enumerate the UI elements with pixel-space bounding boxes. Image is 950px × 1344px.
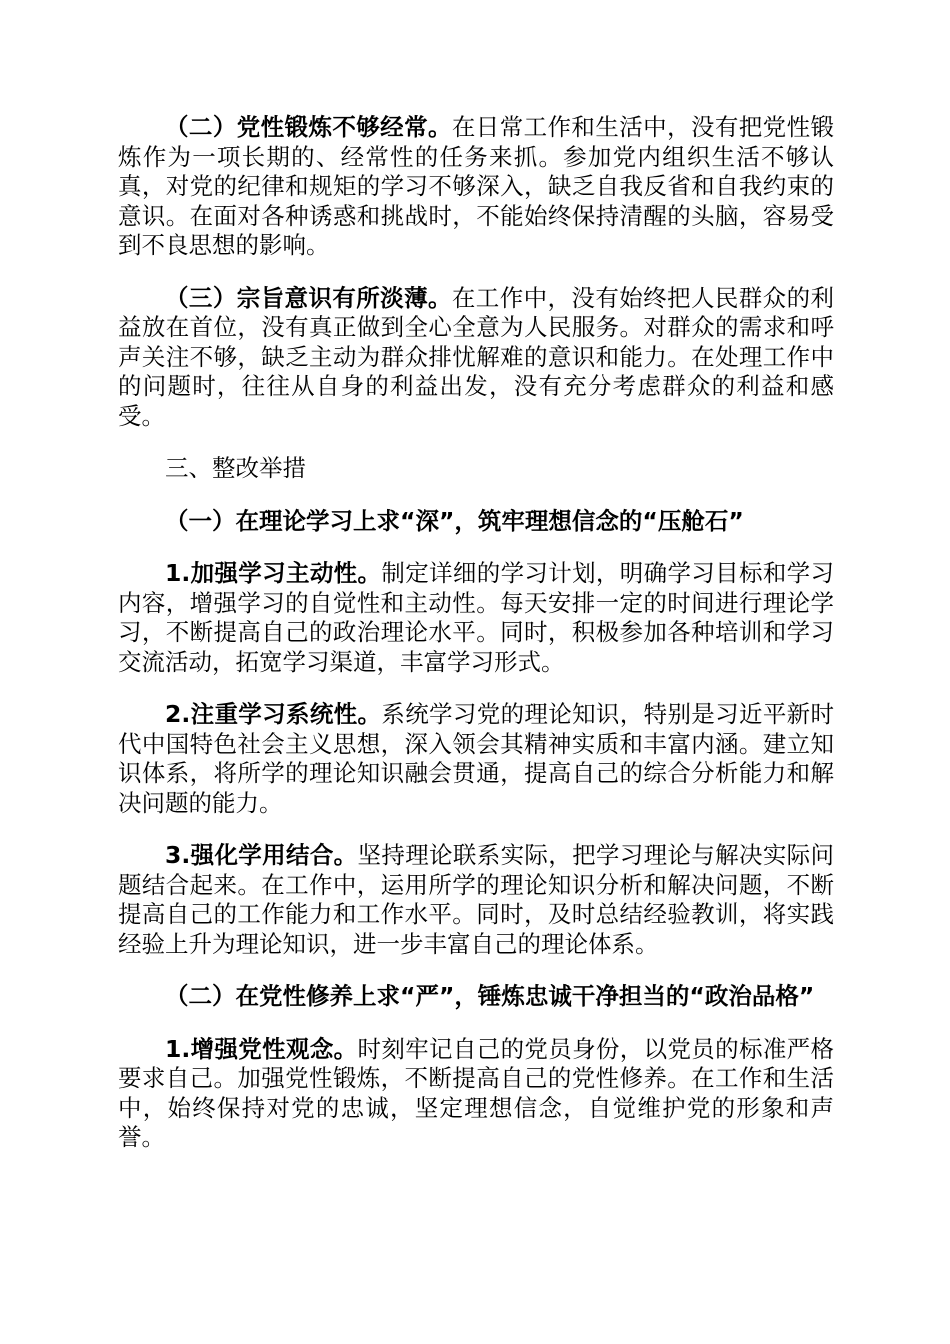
paragraph-body: 在工作中，没有始终把人民群众的利益放在首位，没有真正做到全心全意为人民服务。对群众的需求和呼声关注不够，缺乏主动为群众排忧解难的意识和能力。在处理工作中的问题时，往往从自身的利益出发，没有充分考虑群众的利益和感受。 [118, 283, 835, 430]
item-lead: 1.加强学习主动性。 [165, 559, 382, 587]
item-study-application [118, 841, 834, 959]
subsection-heading-theory: （一）在理论学习上求“深”，筑牢理想信念的“压舱石” [165, 506, 744, 535]
item-lead: 3.强化学用结合。 [165, 841, 358, 869]
item-body: 系统学习党的理论知识，特别是习近平新时代中国特色社会主义思想，深入领会其精神实质和丰富内涵。建立知识体系，将所学的理论知识融会贯通，提高自己的综合分析能力和解决问题的能力。 [118, 700, 835, 817]
subsection-heading-party-spirit: （二）在党性修养上求“严”，锤炼忠诚干净担当的“政治品格” [165, 982, 815, 1010]
item-body: 制定详细的学习计划，明确学习目标和学习内容，增强学习的自觉性和主动性。每天安排一定的时间进行理论学习，不断提高自己的政治理论水平。同时，积极参加各种培训和学习交流活动，拓宽学习渠道，丰富学习形式。 [118, 559, 835, 676]
item-lead: 1.增强党性观念。 [165, 1034, 358, 1063]
paragraph-lead: （二）党性锻炼不够经常。 [165, 113, 452, 141]
paragraph-party-training [118, 113, 834, 261]
paragraph-body: 在日常工作和生活中，没有把党性锻炼作为一项长期的、经常性的任务来抓。参加党内组织生活不够认真，对党的纪律和规矩的学习不够深入，缺乏自我反省和自我约束的意识。在面对各种诱惑和挑战时，不能始终保持清醒的头脑，容易受到不良思想的影响。 [118, 113, 835, 259]
section-heading: 三、整改举措 [165, 454, 306, 482]
item-lead: 2.注重学习系统性。 [165, 700, 382, 728]
item-body: 时刻牢记自己的党员身份，以党员的标准严格要求自己。加强党性锻炼，不断提高自己的党性修养。在工作和生活中，始终保持对党的忠诚，坚定理想信念，自觉维护党的形象和声誉。 [118, 1034, 835, 1151]
paragraph-purpose-awareness [118, 284, 834, 432]
document-page [118, 113, 834, 1176]
item-study-initiative [118, 559, 834, 677]
item-study-system [118, 700, 834, 818]
item-body: 坚持理论联系实际，把学习理论与解决实际问题结合起来。在工作中，运用所学的理论知识分析和解决问题，不断提高自己的工作能力和工作水平。同时，及时总结经验教训，将实践经验上升为理论知识，进一步丰富自己的理论体系。 [118, 841, 835, 958]
item-party-concept [118, 1035, 834, 1153]
paragraph-lead: （三）宗旨意识有所淡薄。 [165, 283, 452, 312]
